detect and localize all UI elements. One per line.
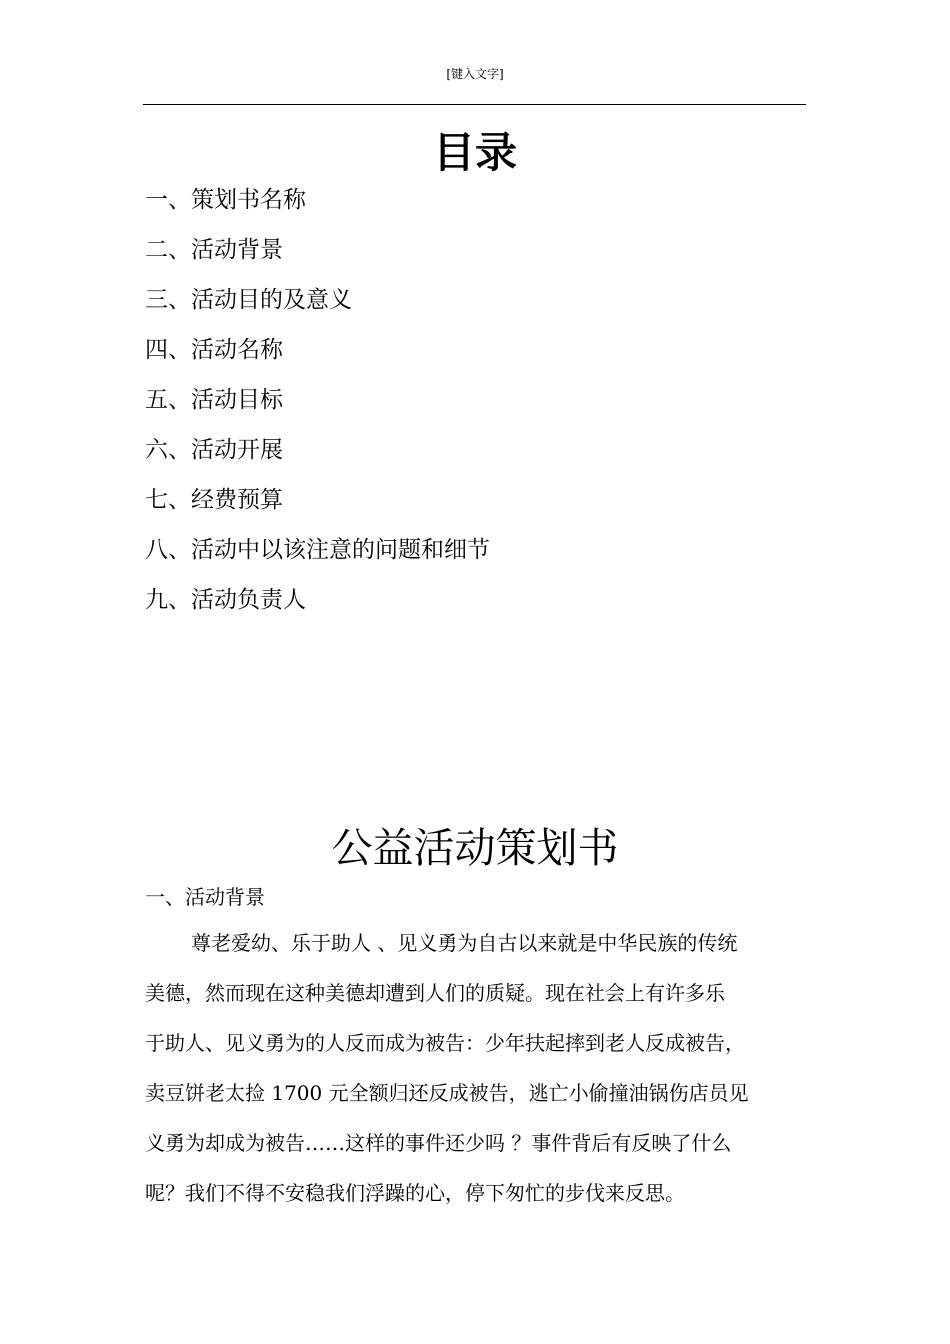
paragraph-line: 卖豆饼老太捡 1700 元全额归还反成被告，逃亡小偷撞油锅伤店员见 xyxy=(145,1081,749,1105)
toc-item: 七、经费预算 xyxy=(145,487,283,513)
toc-item: 四、活动名称 xyxy=(145,337,283,363)
toc-item: 二、活动背景 xyxy=(145,237,283,263)
page-header: [键入文字] xyxy=(446,67,504,81)
paragraph-line: 义勇为却成为被告……这样的事件还少吗 ？事件背后有反映了什么 xyxy=(145,1131,732,1155)
toc-item: 三、活动目的及意义 xyxy=(145,287,352,313)
toc-item: 五、活动目标 xyxy=(145,387,283,413)
header-divider xyxy=(143,104,806,105)
paragraph-line: 呢？我们不得不安稳我们浮躁的心，停下匆忙的步伐来反思。 xyxy=(145,1181,685,1205)
body-paragraph xyxy=(145,928,805,1228)
toc-item: 一、策划书名称 xyxy=(145,187,306,213)
section-heading: 一、活动背景 xyxy=(145,885,265,909)
document-title: 公益活动策划书 xyxy=(331,824,619,872)
paragraph-line: 于助人、见义勇为的人反而成为被告：少年扶起摔到老人反成被告， xyxy=(145,1031,745,1055)
toc-item: 九、活动负责人 xyxy=(145,587,306,613)
toc-list xyxy=(145,182,490,632)
paragraph-line: 美德，然而现在这种美德却遭到人们的质疑。现在社会上有许多乐 xyxy=(145,981,725,1005)
paragraph-line: 尊老爱幼、乐于助人 、见义勇为自古以来就是中华民族的传统 xyxy=(191,931,738,955)
toc-item: 八、活动中以该注意的问题和细节 xyxy=(145,537,490,563)
toc-title: 目录 xyxy=(432,128,517,177)
toc-item: 六、活动开展 xyxy=(145,437,283,463)
